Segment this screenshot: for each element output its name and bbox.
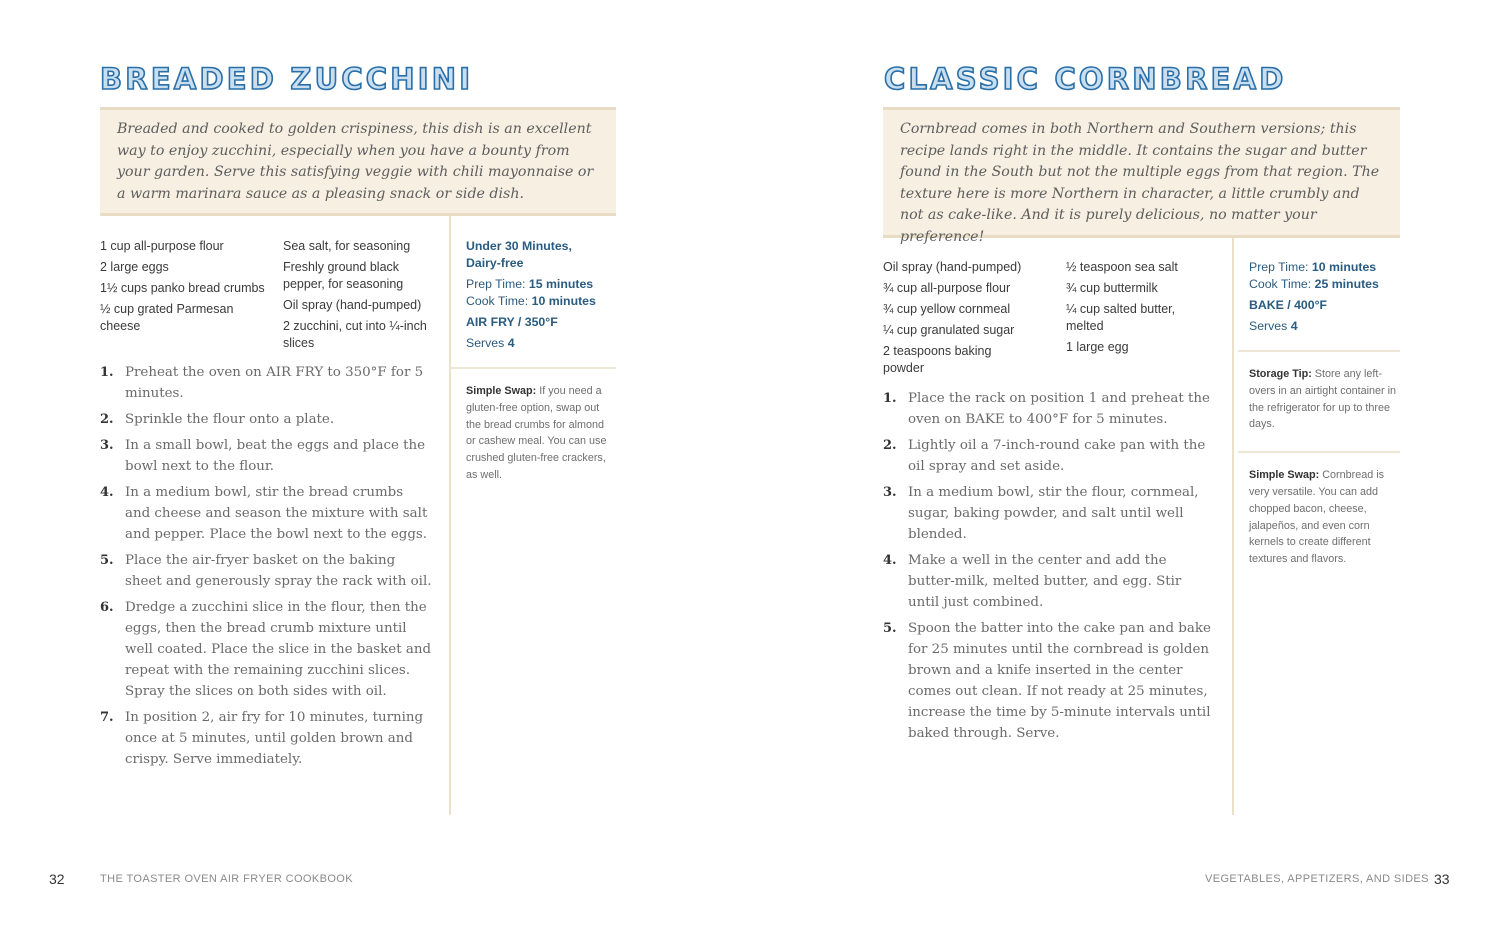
prep-time-value: 10 minutes — [1311, 260, 1377, 274]
tip-text: Cornbread is very versatile. You can add chopped bacon, cheese, jalapeños, and even corn kernels to create different textures and flavors. — [1249, 469, 1385, 566]
step-number: 6. — [100, 600, 114, 615]
ingredient: Oil spray (hand-pumped) — [883, 260, 1022, 274]
prep-time — [1249, 259, 1409, 276]
step-text: Place the rack on position 1 and preheat the oven on BAKE to 400°F for 5 minutes. — [908, 391, 1210, 427]
step-text: Dredge a zucchini slice in the flour, then the eggs, then the bread crumb mixture until well coated. Place the slice in the basket and repeat with the remaining zucchini slices. Spray the slices on both sides with oil. — [125, 600, 432, 699]
ingredient: ¼ cup granulated sugar — [883, 323, 1015, 337]
step-text: Place the air-fryer basket on the baking sheet and generously spray the rack with oil. — [125, 553, 432, 589]
recipe-tags: Under 30 Minutes, Dairy-free — [466, 239, 572, 270]
sidebar-divider — [1238, 451, 1400, 453]
recipe-steps — [883, 388, 1213, 749]
step-number: 5. — [100, 553, 114, 568]
recipe-steps — [100, 362, 432, 775]
ingredient: 2 zucchini, cut into ¼-inch slices — [283, 319, 427, 350]
ingredients-column-2 — [283, 238, 443, 356]
step-number: 3. — [100, 438, 114, 453]
column-divider — [1232, 238, 1234, 815]
right-page — [750, 0, 1500, 925]
step — [100, 362, 432, 404]
step-text: Preheat the oven on AIR FRY to 350°F for 5 minutes. — [125, 365, 424, 401]
simple-swap-tip — [1249, 467, 1397, 568]
ingredient: ¾ cup yellow cornmeal — [883, 302, 1011, 316]
step-text: Spoon the batter into the cake pan and bake for 25 minutes until the cornbread is golden brown and a knife inserted in the center comes out clean. If not ready at 25 minutes, increase the time by 5-minute intervals until baked through. Serve. — [908, 621, 1211, 741]
step-text: Make a well in the center and add the butter-milk, melted butter, and egg. Stir until just combined. — [908, 553, 1182, 610]
storage-tip — [1249, 366, 1397, 433]
page-number: 32 — [49, 871, 65, 887]
servings-label: Serves — [466, 336, 508, 350]
step — [100, 707, 432, 770]
step — [100, 550, 432, 592]
tip-label: Storage Tip: — [1249, 368, 1312, 380]
recipe-intro: Cornbread comes in both Northern and Southern versions; this recipe lands right in the middle. It contains the sugar and butter found in the South but not the multiple eggs from that region. The texture here is more Northern in character, a little crumbly and not as cake-like. And it is purely delicious, no matter your preference! — [883, 107, 1400, 238]
ingredient: 2 teaspoons baking powder — [883, 344, 992, 375]
step-text: In position 2, air fry for 10 minutes, turning once at 5 minutes, until golden brown and crispy. Serve immediately. — [125, 710, 424, 767]
prep-time — [466, 276, 626, 293]
step-text: In a small bowl, beat the eggs and place the bowl next to the flour. — [125, 438, 426, 474]
ingredients-column-2 — [1066, 259, 1216, 360]
step-text: Sprinkle the flour onto a plate. — [125, 412, 335, 427]
step-number: 1. — [883, 391, 897, 406]
step-number: 4. — [100, 485, 114, 500]
tip-label: Simple Swap: — [1249, 469, 1320, 482]
running-head: THE TOASTER OVEN AIR FRYER COOKBOOK — [100, 873, 353, 885]
ingredient: Oil spray (hand-pumped) — [283, 298, 422, 312]
step-number: 2. — [100, 412, 114, 427]
servings-value: 4 — [507, 336, 515, 350]
cook-time-value: 10 minutes — [531, 294, 596, 308]
step — [883, 618, 1213, 744]
prep-time-label: Prep Time: — [1249, 260, 1312, 274]
step — [883, 482, 1213, 545]
step-text: Lightly oil a 7-inch-round cake pan with the oil spray and set aside. — [908, 438, 1206, 474]
step-number: 5. — [883, 621, 897, 636]
prep-time-label: Prep Time: — [466, 277, 529, 291]
step-number: 3. — [883, 485, 897, 500]
step — [883, 435, 1213, 477]
step — [883, 388, 1213, 430]
ingredient: ½ teaspoon sea salt — [1066, 260, 1178, 274]
step — [883, 550, 1213, 613]
ingredient: 2 large eggs — [100, 260, 169, 274]
column-divider — [449, 216, 451, 815]
cook-time — [466, 293, 626, 310]
step-text: In a medium bowl, stir the bread crumbs and cheese and season the mixture with salt and pepper. Place the bowl next to the eggs. — [125, 485, 428, 542]
tip-text: If you need a gluten-free option, swap out the bread crumbs for almond or cashew meal. You can use crushed gluten-free crackers, as well. — [466, 385, 607, 481]
tip-text: Store any left-overs in an airtight container in the refrigerator for up to three days. — [1249, 368, 1397, 431]
page-number: 33 — [1434, 871, 1450, 887]
recipe-intro: Breaded and cooked to golden crispiness, this dish is an excellent way to enjoy zucchini, especially when you have a bounty from your garden. Serve this satisfying veggie with chili mayonnaise or a warm marinara sauce as a pleasing snack or side dish. — [100, 107, 616, 216]
sidebar-divider — [1238, 350, 1400, 352]
ingredient: 1½ cups panko bread crumbs — [100, 281, 265, 295]
cook-time — [1249, 276, 1409, 293]
ingredient: ¾ cup all-purpose flour — [883, 281, 1011, 295]
recipe-title: BREADED ZUCCHINI — [100, 62, 474, 96]
prep-time-value: 15 minutes — [528, 277, 594, 291]
tip-label: Simple Swap: — [466, 385, 537, 397]
recipe-sidebar — [466, 238, 626, 484]
step-number: 7. — [100, 710, 114, 725]
step — [100, 409, 432, 430]
simple-swap-tip — [466, 383, 616, 484]
sidebar-divider — [450, 367, 616, 369]
step-text: In a medium bowl, stir the flour, cornmeal, sugar, baking powder, and salt until well blended. — [908, 485, 1199, 542]
step-number: 1. — [100, 365, 114, 380]
ingredient: ½ cup grated Parmesan cheese — [100, 302, 234, 333]
ingredients-column-1 — [100, 238, 265, 339]
ingredient: 1 cup all-purpose flour — [100, 239, 224, 253]
cooking-method: BAKE / 400°F — [1249, 298, 1328, 312]
servings — [466, 335, 626, 352]
cook-time-value: 25 minutes — [1314, 277, 1379, 291]
cooking-method: AIR FRY / 350°F — [466, 315, 558, 329]
ingredient: ¾ cup buttermilk — [1066, 281, 1158, 295]
step-number: 4. — [883, 553, 897, 568]
cook-time-label: Cook Time: — [466, 294, 532, 308]
ingredient: Freshly ground black pepper, for seasoning — [283, 260, 404, 291]
ingredient: 1 large egg — [1066, 340, 1129, 354]
ingredients-column-1 — [883, 259, 1043, 381]
recipe-sidebar — [1249, 259, 1409, 568]
recipe-title: CLASSIC CORNBREAD — [884, 62, 1287, 96]
step-number: 2. — [883, 438, 897, 453]
servings-value: 4 — [1290, 319, 1298, 333]
ingredient: Sea salt, for seasoning — [283, 239, 411, 253]
step — [100, 435, 432, 477]
step — [100, 597, 432, 702]
step — [100, 482, 432, 545]
servings — [1249, 318, 1409, 335]
cook-time-label: Cook Time: — [1249, 277, 1315, 291]
ingredient: ¼ cup salted butter, melted — [1066, 302, 1176, 333]
servings-label: Serves — [1249, 319, 1291, 333]
running-head: VEGETABLES, APPETIZERS, AND SIDES — [1205, 873, 1429, 885]
